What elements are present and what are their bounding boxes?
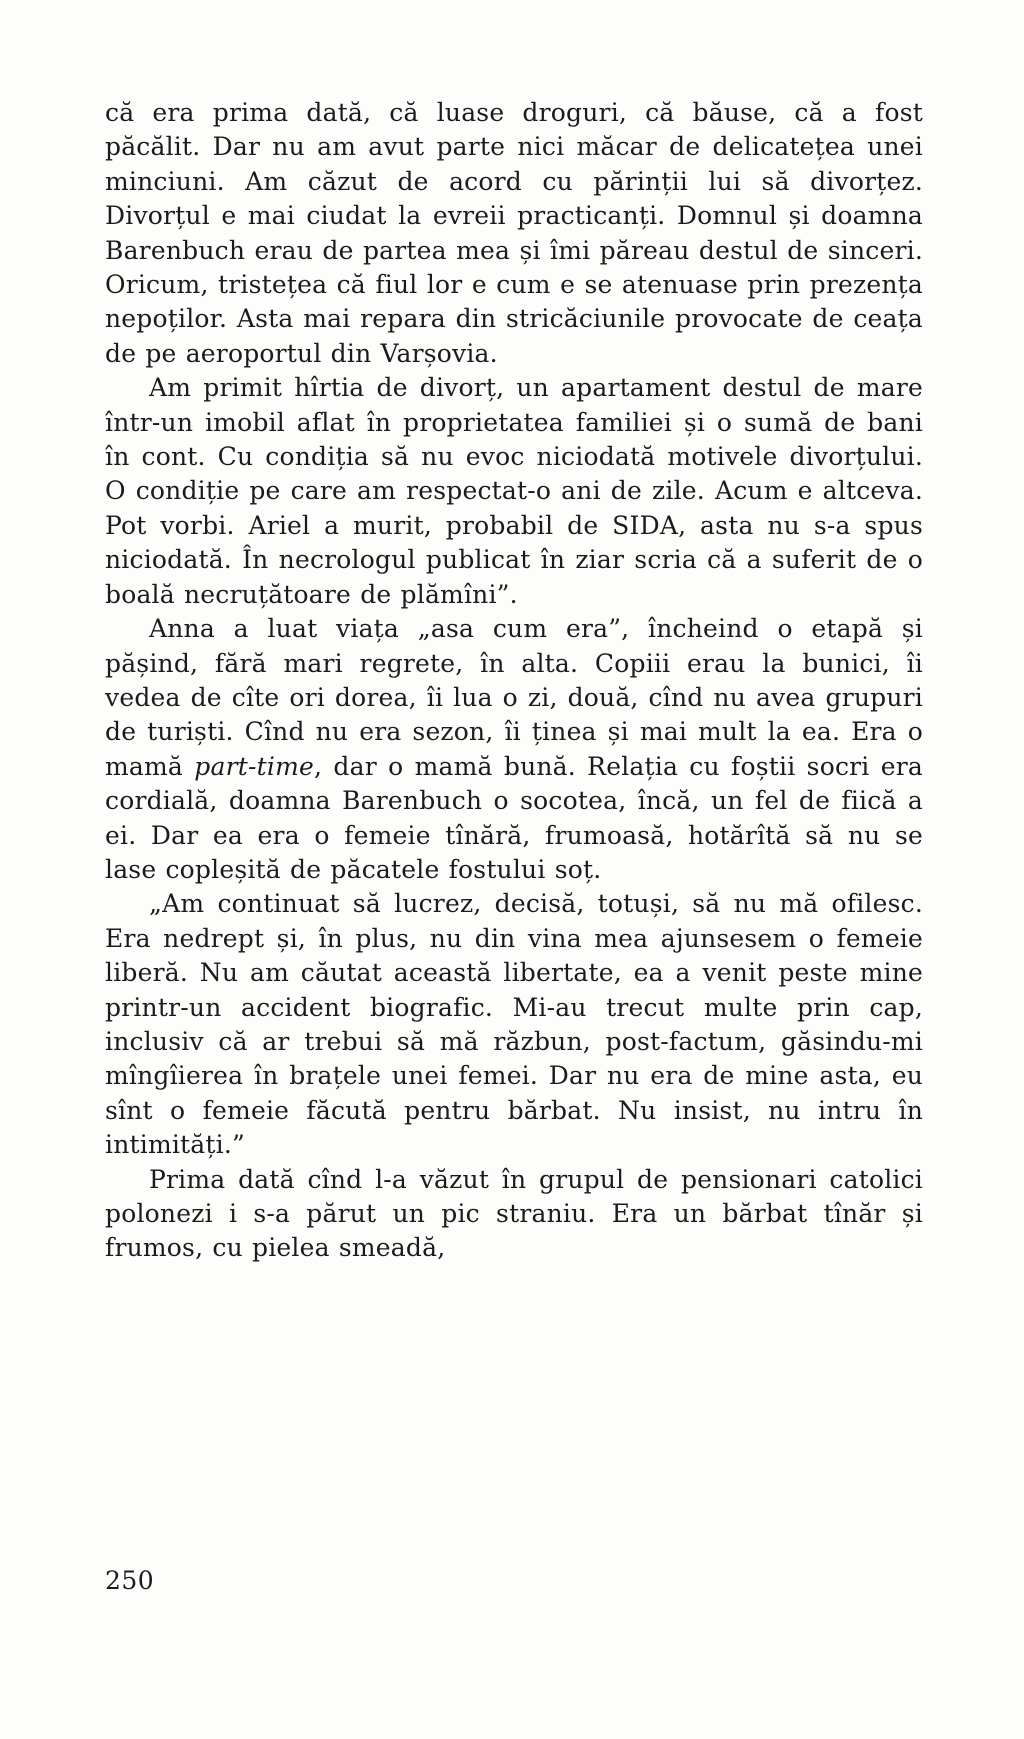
paragraph-4: „Am continuat să lucrez, decisă, totuși, să nu mă ofilesc. Era nedrept și, în plus, nu din vina mea ajunsesem o femeie liberă. Nu am căutat această libertate, ea a venit peste mine printr-un accident biografic. Mi-au trecut multe prin cap, inclusiv că ar trebui să mă răzbun, post-factum, găsindu-mi mîngîierea în brațele unei femei. Dar nu era de mine asta, eu sînt o femeie făcută pentru bărbat. Nu insist, nu intru în intimități.” <box>105 889 923 1160</box>
page-number: 250 <box>105 1566 155 1595</box>
paragraph-3-italic-phrase: part-time <box>194 751 314 781</box>
paragraph-3-text-before: Anna a luat viața „asa cum era”, încheind o etapă și pășind, fără mari regrete, în alta. Copiii erau la bunici, îi vedea de cîte ori dorea, îi lua o zi, două, cînd nu avea grupuri de turiști. Cînd nu era sezon, îi ținea și mai mult la ea. Era o mamă <box>105 614 923 781</box>
page-text-block <box>105 96 923 1266</box>
paragraph-3-text-after: , dar o mamă bună. Relația cu foștii socri era cordială, doamna Barenbuch o socotea, încă, un fel de fiică a ei. Dar ea era o femeie tînără, frumoasă, hotărîtă să nu se lase copleșită de păcatele fostului soț. <box>105 751 924 884</box>
paragraph-5: Prima dată cînd l-a văzut în grupul de pensionari catolici polonezi i s-a părut un pic straniu. Era un bărbat tînăr și frumos, cu pielea smeadă, <box>105 1164 923 1263</box>
paragraph-1: că era prima dată, că luase droguri, că băuse, că a fost păcălit. Dar nu am avut parte nici măcar de delicatețea unei minciuni. Am căzut de acord cu părinții lui să divorțez. Divorțul e mai ciudat la evreii practicanți. Domnul și doamna Barenbuch erau de partea mea și îmi păreau destul de sinceri. Oricum, tristețea că fiul lor e cum e se atenuase prin prezența nepoților. Asta mai repara din stricăciunile provocate de ceața de pe aeroportul din Varșovia. <box>105 98 923 368</box>
paragraph-3 <box>105 612 923 887</box>
paragraph-2: Am primit hîrtia de divorț, un apartament destul de mare într-un imobil aflat în proprietatea familiei și o sumă de bani în cont. Cu condiția să nu evoc niciodată motivele divorțului. O condiție pe care am respectat-o ani de zile. Acum e altceva. Pot vorbi. Ariel a murit, probabil de SIDA, asta nu s-a spus niciodată. În necrologul publicat în ziar scria că a suferit de o boală necruțătoare de plămîni”. <box>105 373 923 609</box>
